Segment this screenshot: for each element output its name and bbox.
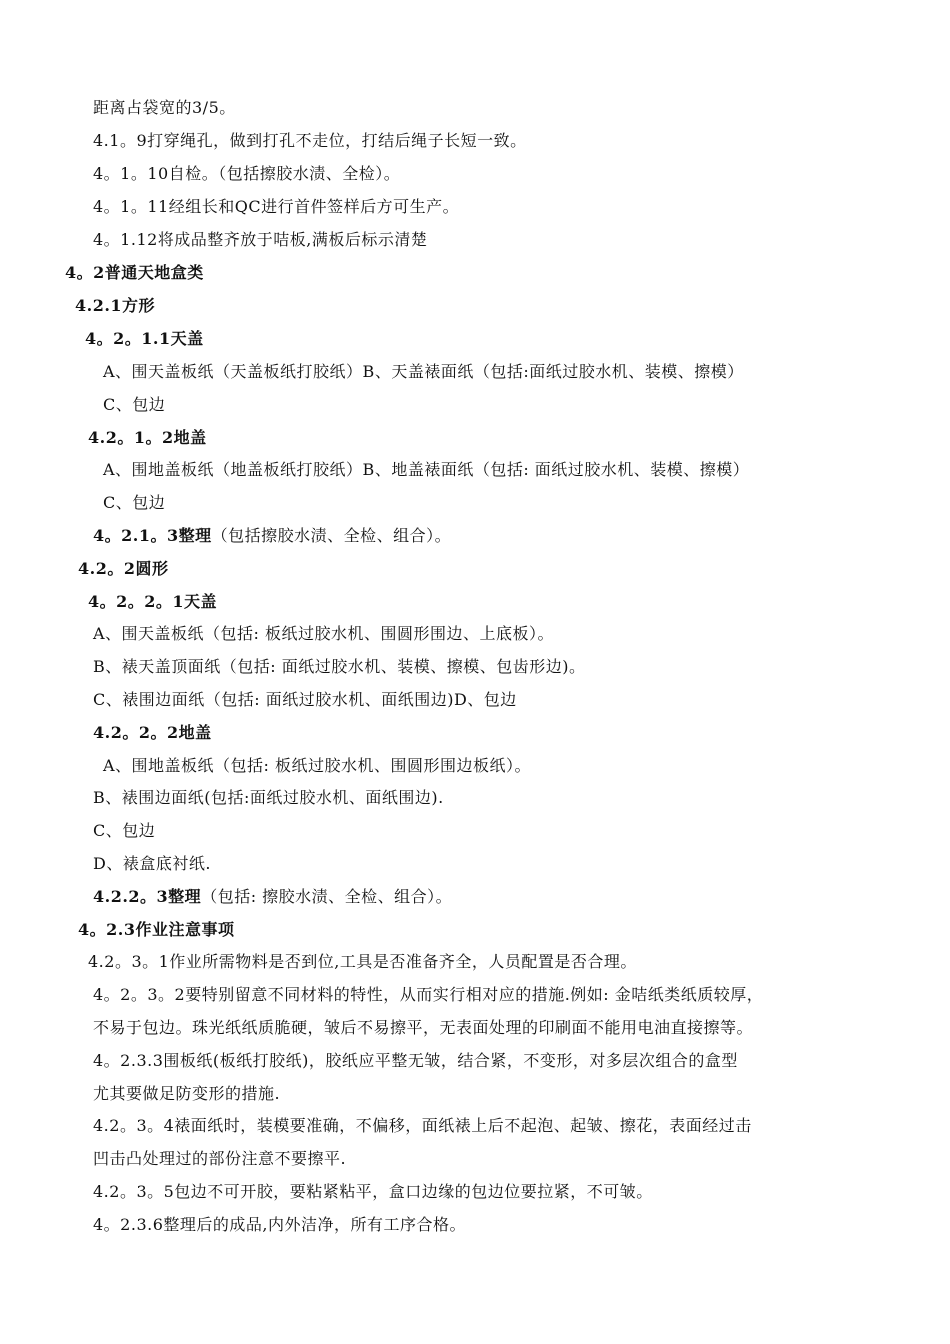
item-heading: 4.2。2。2地盖: [93, 723, 212, 742]
text-line: 4。1。11经组长和QC进行首件签样后方可生产。: [93, 197, 460, 216]
text-line: A、围天盖板纸（包括: 板纸过胶水机、围圆形围边、上底板）。: [93, 624, 555, 643]
text-line: 距离占袋宽的3/5。: [93, 98, 236, 117]
text-line: C、包边: [103, 395, 166, 414]
text-line: 4。1.12将成品整齐放于咭板,满板后标示清楚: [93, 230, 428, 249]
text-line: 4。1。10自检。（包括擦胶水渍、全检）。: [93, 164, 401, 183]
text-line: B、裱围边面纸(包括:面纸过胶水机、面纸围边).: [93, 788, 444, 807]
text-line: 4。2.3.3围板纸(板纸打胶纸)，胶纸应平整无皱，结合紧，不变形，对多层次组合的盒型: [93, 1051, 738, 1070]
text-line: A、围天盖板纸（天盖板纸打胶纸）B、天盖裱面纸（包括:面纸过胶水机、装模、擦模）: [103, 362, 744, 381]
section-heading: 4。2普通天地盒类: [65, 263, 204, 282]
text-line: 尤其要做足防变形的措施.: [93, 1084, 281, 1103]
text-line: 4.2。3。4裱面纸时，装模要准确，不偏移，面纸裱上后不起泡、起皱、擦花，表面经过击: [93, 1116, 752, 1135]
text-line: [93, 525, 451, 547]
subsection-heading: 4.2.1方形: [75, 296, 156, 315]
text-line: 4.1。9打穿绳孔，做到打孔不走位，打结后绳子长短一致。: [93, 131, 527, 150]
item-heading: 4.2。1。2地盖: [88, 428, 207, 447]
text-line: 4.2。3。5包边不可开胶，要粘紧粘平，盒口边缘的包边位要拉紧，不可皱。: [93, 1182, 653, 1201]
text-line: C、包边: [103, 493, 166, 512]
subsection-heading: 4.2。2圆形: [78, 559, 169, 578]
subsection-heading: 4。2.3作业注意事项: [78, 920, 235, 939]
text-line: A、围地盖板纸（包括: 板纸过胶水机、围圆形围边板纸）。: [103, 756, 532, 775]
item-heading: 4。2.1。3整理: [93, 526, 212, 545]
text-line: 4.2。3。1作业所需物料是否到位,工具是否准备齐全，人员配置是否合理。: [88, 952, 637, 971]
text-line: 4。2.3.6整理后的成品,内外洁净，所有工序合格。: [93, 1215, 466, 1234]
text-line: B、裱天盖顶面纸（包括: 面纸过胶水机、装模、擦模、包齿形边)。: [93, 657, 586, 676]
item-heading: 4.2.2。3整理: [93, 887, 202, 906]
item-text: （包括: 擦胶水渍、全检、组合）。: [201, 887, 453, 906]
text-line: 不易于包边。珠光纸纸质脆硬，皱后不易擦平，无表面处理的印刷面不能用电油直接擦等。: [93, 1018, 754, 1037]
text-line: C、包边: [93, 821, 156, 840]
text-line: D、裱盒底衬纸.: [93, 854, 211, 873]
text-line: A、围地盖板纸（地盖板纸打胶纸）B、地盖裱面纸（包括: 面纸过胶水机、装模、擦模）: [103, 460, 750, 479]
item-heading: 4。2。2。1天盖: [88, 592, 218, 611]
text-line: [93, 886, 452, 908]
item-text: （包括擦胶水渍、全检、组合）。: [211, 526, 452, 545]
text-line: 凹击凸处理过的部份注意不要擦平.: [93, 1149, 347, 1168]
text-line: 4。2。3。2要特别留意不同材料的特性，从而实行相对应的措施.例如: 金咭纸类纸质较厚，: [93, 985, 764, 1004]
text-line: C、裱围边面纸（包括: 面纸过胶水机、面纸围边)D、包边: [93, 690, 517, 709]
item-heading: 4。2。1.1天盖: [85, 329, 204, 348]
